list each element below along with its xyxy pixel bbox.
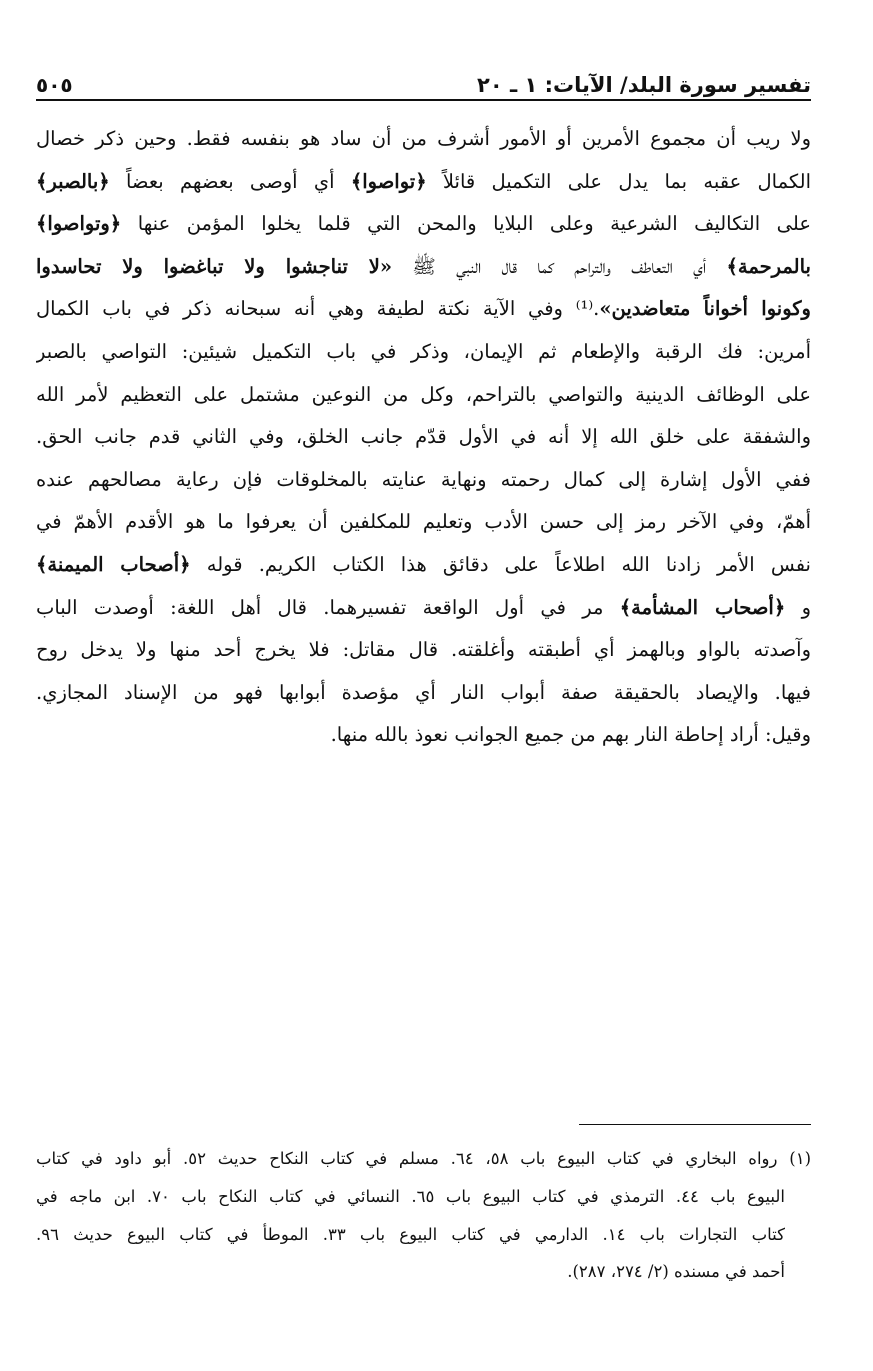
text-segment: الكمال عقبه بما يدل على التكميل قائلاً bbox=[426, 169, 811, 193]
text-line bbox=[36, 246, 811, 289]
body-text bbox=[36, 118, 811, 757]
text-line bbox=[36, 203, 811, 246]
text-line bbox=[36, 714, 811, 757]
text-line bbox=[36, 672, 811, 715]
text-segment: فيها. والإيصاد بالحقيقة صفة أبواب النار أي مؤصدة أبوابها فهو من الإسناد المجازي. bbox=[36, 680, 811, 704]
text-segment: مر في أول الواقعة تفسيرهما. قال أهل اللغة: أوصدت الباب bbox=[36, 595, 620, 619]
text-line bbox=[36, 118, 811, 161]
text-segment: على التكاليف الشرعية وعلى البلايا والمحن التي قلما يخلوا المؤمن عنها bbox=[121, 212, 811, 236]
text-segment: أي التعاطف والتراحم كما قال النبي ﷺ bbox=[392, 254, 727, 278]
quoted-phrase: ﴿أصحاب المشأمة﴾ bbox=[619, 595, 786, 619]
quoted-phrase: وكونوا أخواناً متعاضدين» bbox=[599, 297, 811, 321]
text-segment: نفس الأمر زادنا الله اطلاعاً على دقائق هذا الكتاب الكريم. قوله bbox=[190, 552, 811, 576]
text-segment: و bbox=[785, 595, 811, 619]
footnotes bbox=[36, 1140, 811, 1291]
text-line bbox=[36, 331, 811, 374]
text-segment: .⁽¹⁾ وفي الآية نكتة لطيفة وهي أنه سبحانه ذكر في باب الكمال bbox=[36, 297, 600, 321]
quoted-phrase: «لا تناجشوا ولا تباغضوا ولا تحاسدوا bbox=[36, 254, 393, 278]
text-line bbox=[36, 501, 811, 544]
quoted-phrase: ﴿أصحاب الميمنة﴾ bbox=[36, 552, 191, 576]
quoted-phrase: بالمرحمة﴾ bbox=[726, 254, 811, 278]
quoted-phrase: ﴿بالصبر﴾ bbox=[36, 169, 110, 193]
text-line bbox=[36, 374, 811, 417]
quoted-phrase: ﴿وتواصوا﴾ bbox=[36, 212, 122, 236]
text-segment: والشفقة على خلق الله إلا أنه في الأول قدّم جانب الخلق، وفي الثاني قدم جانب الحق. bbox=[36, 425, 811, 449]
text-line bbox=[36, 416, 811, 459]
quoted-phrase: ﴿تواصوا﴾ bbox=[350, 169, 427, 193]
text-line bbox=[36, 629, 811, 672]
text-segment: أمرين: فك الرقبة والإطعام ثم الإيمان، وذكر في باب التكميل شيئين: التواصي بالصبر bbox=[36, 339, 811, 363]
footnote-line: البيوع باب ٤٤. الترمذي في كتاب البيوع باب ٦٥. النسائي في كتاب النكاح باب ٧٠. ابن ماجه في bbox=[36, 1186, 785, 1206]
text-segment: أي أوصى بعضهم بعضاً bbox=[109, 169, 351, 193]
text-segment: على الوظائف الدينية والتواصي بالتراحم، وكل من النوعين مشتمل على التعظيم لأمر الله bbox=[36, 382, 811, 406]
text-segment: أهمّ، وفي الآخر رمز إلى حسن الأدب وتعليم للمكلفين أن يعرفوا ما هو الأقدم الأهمّ في bbox=[36, 510, 811, 534]
text-segment: ولا ريب أن مجموع الأمرين أو الأمور أشرف من أن ساد هو بنفسه فقط. وحين ذكر خصال bbox=[36, 127, 811, 150]
text-segment: وآصدته بالواو وبالهمز أي أطبقته وأغلقته. قال مقاتل: فلا يخرج أحد منها ولا يدخل روح bbox=[36, 638, 811, 662]
text-line bbox=[36, 161, 811, 204]
text-segment: وقيل: أراد إحاطة النار بهم من جميع الجوانب نعوذ بالله منها. bbox=[330, 723, 811, 747]
footnote-line: أحمد في مسنده (٢/ ٢٧٤، ٢٨٧). bbox=[567, 1262, 785, 1282]
text-line bbox=[36, 587, 811, 630]
footnote-separator bbox=[579, 1124, 811, 1125]
running-title: تفسير سورة البلد/ الآيات: ١ ـ ٢٠ bbox=[477, 73, 811, 97]
running-header bbox=[36, 62, 811, 98]
text-line bbox=[36, 459, 811, 502]
text-line bbox=[36, 288, 811, 331]
text-segment: ففي الأول إشارة إلى كمال رحمته ونهاية عنايته بالمخلوقات فإن رعاية مصالحهم عنده bbox=[36, 467, 811, 491]
text-line bbox=[36, 544, 811, 587]
page-number: ٥٠٥ bbox=[36, 73, 73, 97]
footnote-line: كتاب التجارات باب ١٤. الدارمي في كتاب البيوع باب ٣٣. الموطأ في كتاب البيوع حديث ٩٦. bbox=[36, 1224, 785, 1244]
footnote-line: (١) رواه البخاري في كتاب البيوع باب ٥٨، ٦٤. مسلم في كتاب النكاح حديث ٥٢. أبو داود في كتاب bbox=[36, 1149, 811, 1168]
header-rule bbox=[36, 99, 811, 101]
